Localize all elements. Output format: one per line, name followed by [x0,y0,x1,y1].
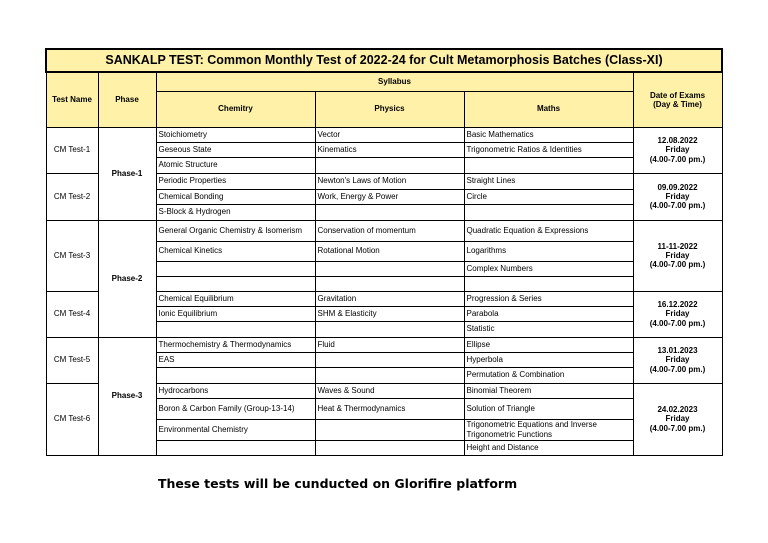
exam-time: (4.00-7.00 pm.) [649,154,706,164]
chemistry-topic-cell: Geseous State [156,142,315,157]
physics-topic-cell: Newton's Laws of Motion [315,173,464,189]
test-name-header: Test Name [46,72,98,127]
maths-topic-cell: Binomial Theorem [464,383,633,398]
chemistry-topic-cell: General Organic Chemistry & Isomerism [156,220,315,241]
exam-time: (4.00-7.00 pm.) [649,260,706,270]
exam-date-cell [633,127,722,173]
physics-topic-cell [315,157,464,173]
exam-date-cell [633,337,722,383]
maths-topic-cell: Circle [464,189,633,204]
date-header-line1: Date of Exams [649,90,706,100]
exam-schedule-table [45,48,723,456]
exam-day: Friday [665,191,690,201]
exam-date-cell [633,220,722,291]
table-row [46,337,722,352]
maths-topic-cell: Progression & Series [464,291,633,306]
phase-cell: Phase-3 [98,337,156,455]
table-title: SANKALP TEST: Common Monthly Test of 2022-24 for Cult Metamorphosis Batches (Class-XI) [46,49,722,72]
physics-topic-cell [315,352,464,367]
chemistry-topic-cell: Boron & Carbon Family (Group-13-14) [156,398,315,419]
chemistry-topic-cell: Hydrocarbons [156,383,315,398]
chemistry-topic-cell [156,261,315,276]
exam-date: 16.12.2022 [657,300,698,310]
chemistry-topic-cell: Stoichiometry [156,127,315,142]
exam-day: Friday [665,355,690,365]
test-name-cell: CM Test-4 [46,291,98,337]
maths-topic-cell: Hyperbola [464,352,633,367]
chemistry-topic-cell [156,440,315,455]
exam-time: (4.00-7.00 pm.) [649,201,706,211]
chemistry-header: Chemitry [156,91,315,127]
exam-date: 13.01.2023 [657,346,698,356]
physics-topic-cell: Conservation of momentum [315,220,464,241]
exam-date-cell [633,291,722,337]
phase-cell: Phase-2 [98,220,156,337]
test-name-cell: CM Test-1 [46,127,98,173]
physics-topic-cell: Fluid [315,337,464,352]
chemistry-topic-cell [156,276,315,291]
chemistry-topic-cell: Environmental Chemistry [156,419,315,440]
maths-topic-cell: Basic Mathematics [464,127,633,142]
maths-topic-cell: Parabola [464,306,633,321]
exam-day: Friday [665,414,690,424]
test-name-cell: CM Test-5 [46,337,98,383]
exam-time: (4.00-7.00 pm.) [649,318,706,328]
exam-date: 24.02.2023 [657,405,698,415]
chemistry-topic-cell: Thermochemistry & Thermodynamics [156,337,315,352]
date-header-line2: (Day & Time) [653,99,702,109]
maths-topic-cell: Straight Lines [464,173,633,189]
physics-header: Physics [315,91,464,127]
physics-topic-cell: SHM & Elasticity [315,306,464,321]
phase-header: Phase [98,72,156,127]
chemistry-topic-cell: Atomic Structure [156,157,315,173]
maths-topic-cell: Statistic [464,321,633,337]
exam-date: 11-11-2022 [657,241,698,251]
chemistry-topic-cell [156,321,315,337]
maths-header: Maths [464,91,633,127]
physics-topic-cell: Waves & Sound [315,383,464,398]
phase-cell: Phase-1 [98,127,156,220]
test-name-cell: CM Test-3 [46,220,98,291]
table-row [46,220,722,241]
physics-topic-cell [315,419,464,440]
maths-topic-cell: Trigonometric Ratios & Identities [464,142,633,157]
chemistry-topic-cell: S-Block & Hydrogen [156,204,315,220]
physics-topic-cell [315,276,464,291]
chemistry-topic-cell [156,367,315,383]
chemistry-topic-cell: Ionic Equilibrium [156,306,315,321]
exam-time: (4.00-7.00 pm.) [649,364,706,374]
maths-topic-cell: Logarithms [464,241,633,261]
maths-topic-cell: Trigonometric Equations and Inverse Trigonometric Functions [464,419,633,440]
exam-day: Friday [665,145,690,155]
chemistry-topic-cell: Chemical Bonding [156,189,315,204]
exam-date-cell [633,173,722,220]
schedule-body [46,127,722,455]
chemistry-topic-cell: Chemical Equilibrium [156,291,315,306]
chemistry-topic-cell: EAS [156,352,315,367]
physics-topic-cell [315,440,464,455]
physics-topic-cell [315,321,464,337]
exam-date-cell [633,383,722,455]
maths-topic-cell: Solution of Triangle [464,398,633,419]
platform-note: These tests will be cunducted on Glorifire platform [158,476,518,491]
test-name-cell: CM Test-2 [46,173,98,220]
physics-topic-cell: Kinematics [315,142,464,157]
exam-date: 09.09.2022 [657,182,698,192]
maths-topic-cell [464,157,633,173]
exam-time: (4.00-7.00 pm.) [649,423,706,433]
exam-date: 12.08.2022 [657,136,698,146]
maths-topic-cell: Quadratic Equation & Expressions [464,220,633,241]
physics-topic-cell: Gravitation [315,291,464,306]
physics-topic-cell [315,261,464,276]
physics-topic-cell [315,367,464,383]
maths-topic-cell [464,276,633,291]
exam-day: Friday [665,309,690,319]
physics-topic-cell: Work, Energy & Power [315,189,464,204]
physics-topic-cell: Vector [315,127,464,142]
test-name-cell: CM Test-6 [46,383,98,455]
maths-topic-cell [464,204,633,220]
chemistry-topic-cell: Chemical Kinetics [156,241,315,261]
exam-day: Friday [665,250,690,260]
maths-topic-cell: Complex Numbers [464,261,633,276]
physics-topic-cell: Heat & Thermodynamics [315,398,464,419]
maths-topic-cell: Height and Distance [464,440,633,455]
syllabus-header: Syllabus [156,72,633,91]
chemistry-topic-cell: Periodic Properties [156,173,315,189]
date-header [633,72,722,127]
maths-topic-cell: Permutation & Combination [464,367,633,383]
maths-topic-cell: Ellipse [464,337,633,352]
physics-topic-cell: Rotational Motion [315,241,464,261]
table-row [46,127,722,142]
physics-topic-cell [315,204,464,220]
